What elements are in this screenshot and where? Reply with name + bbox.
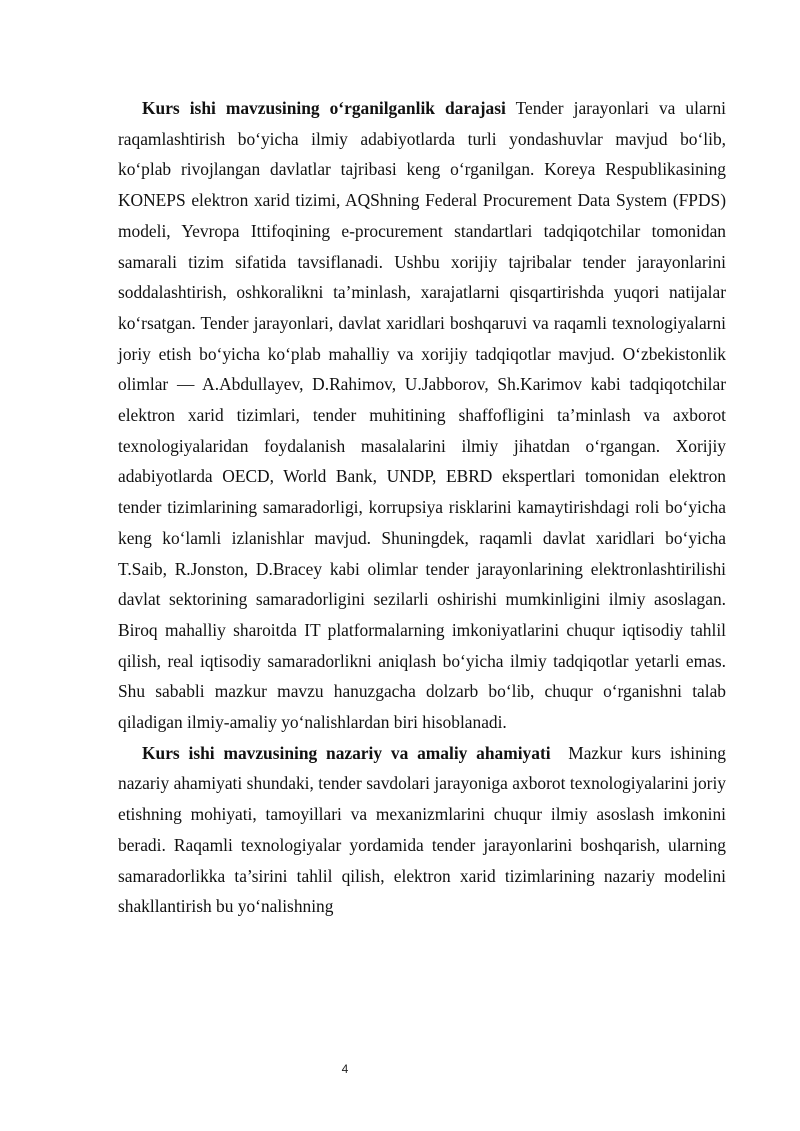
page-number: 4 bbox=[341, 1062, 349, 1076]
page-number-footer bbox=[0, 1062, 800, 1076]
paragraph-text-significance: Mazkur kurs ishining nazariy ahamiyati shundaki, tender savdolari jarayoniga axborot texnologiyalarini joriy etishning mohiyati, tamoyillari va mexanizmlarini chuqur ilmiy asoslash imkonini beradi. Raqamli texnologiyalar yordamida tender jarayonlarini boshqarish, ularning samaradorlikka ta’sirini tahlil qilish, elektron xarid tizimlarining nazariy modelini shakllantirish bu yo‘nalishning bbox=[118, 742, 726, 917]
page-body bbox=[118, 93, 726, 922]
paragraph-study-level bbox=[118, 93, 726, 738]
paragraph-significance bbox=[118, 738, 726, 922]
section-heading-study-level: Kurs ishi mavzusining o‘rganilganlik darajasi bbox=[142, 98, 506, 118]
section-heading-significance: Kurs ishi mavzusining nazariy va amaliy ahamiyati bbox=[142, 742, 551, 763]
paragraph-text-study-level: Tender jarayonlari va ularni raqamlashtirish bo‘yicha ilmiy adabiyotlarda turli yondashuvlar mavjud bo‘lib, ko‘plab rivojlangan davlatlar tajribasi keng o‘rganilgan. Koreya Respublikasining KONEPS elektron xarid tizimi, AQShning Federal Procurement Data System (FPDS) modeli, Yevropa Ittifoqining e-procurement standartlari tadqiqotchilar tomonidan samarali tizim sifatida tavsiflanadi. Ushbu xorijiy tajribalar tender jarayonlarini soddalashtirish, oshkoralikni ta’minlash, xarajatlarni qisqartirishda yuqori natijalar ko‘rsatgan. Tender jarayonlari, davlat xaridlari boshqaruvi va raqamli texnologiyalarni joriy etish bo‘yicha ko‘plab mahalliy va xorijiy tadqiqotlar mavjud. O‘zbekistonlik olimlar — A.Abdullayev, D.Rahimov, U.Jabborov, Sh.Karimov kabi tadqiqotchilar elektron xarid tizimlari, tender muhitining shaffofligini ta’minlash va axborot texnologiyalaridan foydalanish masalalarini ilmiy jihatdan o‘rgangan. Xorijiy adabiyotlarda OECD, World Bank, UNDP, EBRD ekspertlari tomonidan elektron tender tizimlarining samaradorligi, korrupsiya risklarini kamaytirishdagi roli bo‘yicha keng ko‘lamli izlanishlar mavjud. Shuningdek, raqamli davlat xaridlari bo‘yicha T.Saib, R.Jonston, D.Bracey kabi olimlar tender jarayonlarining elektronlashtirilishi davlat sektorining samaradorligini sezilarli oshirishi mumkinligini ilmiy asoslagan. Biroq mahalliy sharoitda IT platformalarning imkoniyatlarini chuqur iqtisodiy tahlil qilish, real iqtisodiy samaradorlikni aniqlash bo‘yicha ilmiy tadqiqotlar yetarli emas. Shu sababli mazkur mavzu hanuzgacha dolzarb bo‘lib, chuqur o‘rganishni talab qiladigan ilmiy-amaliy yo‘nalishlardan biri hisoblanadi. bbox=[118, 98, 726, 733]
